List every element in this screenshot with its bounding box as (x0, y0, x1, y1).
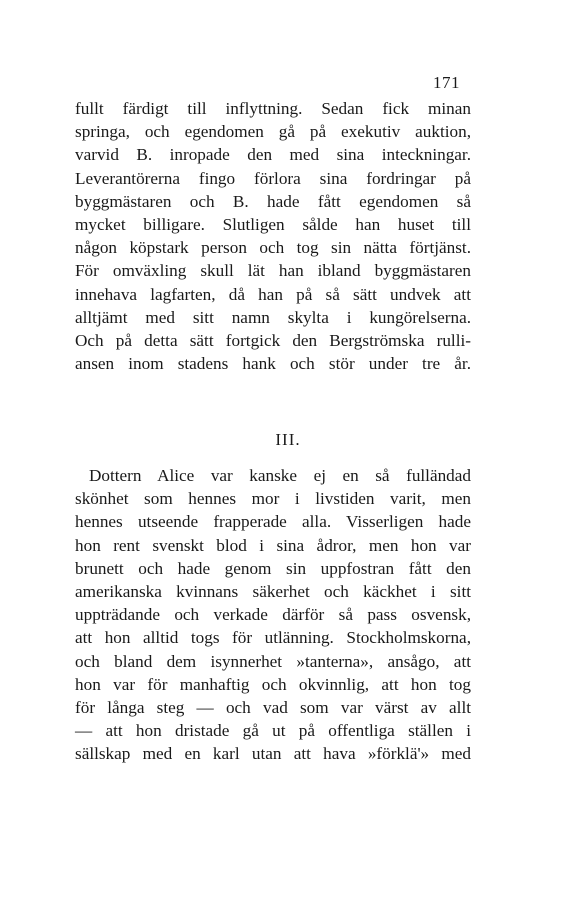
text-line: springa, och egendomen gå på exekutiv auktion, (75, 122, 471, 142)
text-line: uppträdande och verkade därför så pass osvensk, (75, 605, 471, 625)
text-line: mycket billigare. Slutligen sålde han huset till (75, 214, 471, 234)
text-line: fullt färdigt till inflyttning. Sedan fick minan (75, 99, 471, 118)
text-line: amerikanska kvinnans säkerhet och käckhet i sitt (75, 581, 471, 601)
section-heading: III. (275, 430, 301, 449)
text-line: Leverantörerna fingo förlora sina fordringar på (75, 168, 471, 188)
text-line: byggmästaren och B. hade fått egendomen så (75, 191, 471, 211)
text-line: brunett och hade genom sin uppfostran fått den (75, 558, 471, 578)
text-line: och bland dem isynnerhet »tanterna», ansågo, att (75, 651, 471, 671)
text-line: hennes utseende frapperade alla. Visserligen hade (75, 512, 471, 532)
text-line: varvid B. inropade den med sina inteckningar. (75, 145, 471, 165)
text-line: för långa steg — och vad som var värst av allt (75, 697, 471, 717)
text-line: hon rent svenskt blod i sina ådror, men hon var (75, 535, 471, 555)
text-line: — att hon dristade gå ut på offentliga ställen i (75, 721, 471, 741)
text-line: att hon alltid togs för utlänning. Stockholmskorna, (75, 628, 471, 648)
paragraph-continued (75, 97, 471, 375)
text-line: sällskap med en karl utan att hava »förklä'» med (75, 744, 471, 764)
text-line: någon köpstark person och tog sin nätta förtjänst. (75, 238, 471, 258)
text-line: skönhet som hennes mor i livstiden varit, men (75, 489, 471, 509)
text-line: ansen inom stadens hank och stör under tre år. (75, 354, 471, 374)
text-line: För omväxling skull lät han ibland byggmästaren (75, 261, 471, 281)
text-line: innehava lagfarten, då han på så sätt undvek att (75, 284, 471, 304)
text-line: alltjämt med sitt namn skylta i kungörelserna. (75, 307, 471, 327)
page-number: 171 (433, 73, 460, 92)
text-line: Och på detta sätt fortgick den Bergströmska rulli- (75, 330, 471, 350)
text-line: Dottern Alice var kanske ej en så fulländad (89, 466, 471, 485)
paragraph-section-three (75, 464, 471, 765)
text-line: hon var för manhaftig och okvinnlig, att hon tog (75, 674, 471, 694)
